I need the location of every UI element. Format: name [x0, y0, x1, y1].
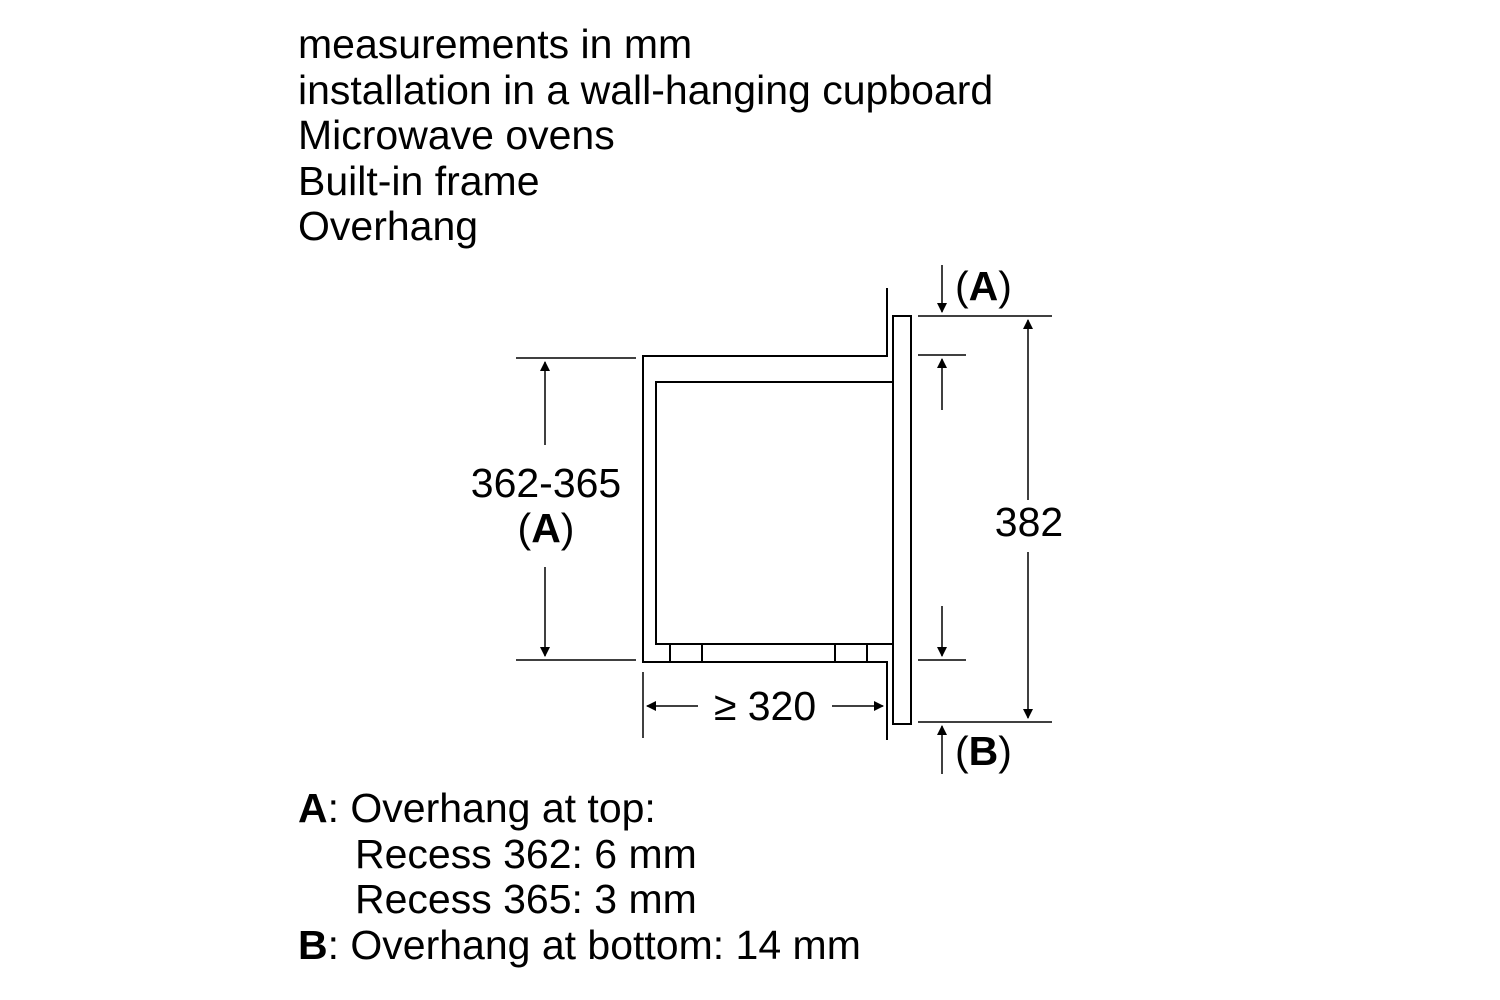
height-range-label: 362-365	[470, 460, 622, 506]
header-line-frame: Built-in frame	[298, 157, 540, 204]
oven-body	[656, 382, 893, 644]
legend-a-key: A	[298, 785, 328, 831]
oven-foot-right	[835, 644, 867, 662]
overhang-bottom-marker: (B)	[955, 728, 1012, 774]
header-line-units: measurements in mm	[298, 21, 693, 67]
legend-a-text: : Overhang at top:	[327, 785, 656, 831]
overhang-top-marker: (A)	[955, 263, 1012, 309]
legend	[298, 786, 861, 968]
header-line-overhang: Overhang	[298, 203, 479, 249]
legend-b-text: : Overhang at bottom: 14 mm	[327, 921, 861, 968]
legend-a-row	[298, 786, 861, 832]
frame-height-label: 382	[994, 499, 1064, 545]
oven-foot-left	[670, 644, 702, 662]
header-line-product: Microwave ovens	[298, 112, 615, 158]
cupboard-recess-outline	[643, 288, 887, 740]
legend-b-key: B	[298, 921, 328, 968]
legend-b-row	[298, 923, 861, 969]
legend-a-recess-362: Recess 362: 6 mm	[355, 830, 697, 877]
header-line-installation: installation in a wall-hanging cupboard	[298, 66, 994, 113]
built-in-frame	[893, 316, 911, 724]
height-marker-label: (A)	[517, 505, 575, 551]
depth-label: ≥ 320	[713, 683, 817, 729]
legend-a-recess-365: Recess 365: 3 mm	[355, 876, 697, 922]
